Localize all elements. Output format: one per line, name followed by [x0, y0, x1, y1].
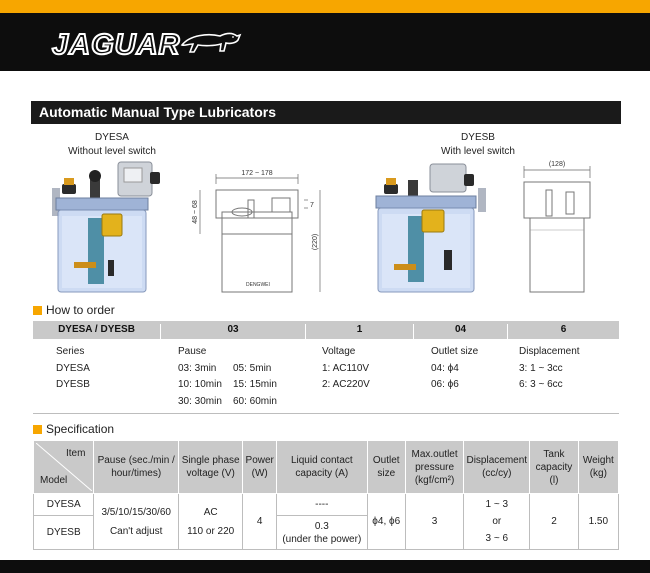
spec-outlet-value: ϕ4, ϕ6 — [367, 494, 405, 550]
dim-width-label: 172 ~ 178 — [241, 170, 273, 177]
dyesb-desc: With level switch — [441, 146, 515, 157]
spec-header-pressure: Max.outlet pressure (kgf/cm²) — [405, 441, 463, 494]
order-voltage-label: Voltage — [322, 346, 356, 357]
order-outlet-item: 04: ϕ4 — [431, 363, 459, 374]
order-pause-item: 30: 30min — [178, 396, 222, 407]
spec-header-row — [34, 441, 619, 494]
section-title: Automatic Manual Type Lubricators — [39, 104, 276, 120]
spec-liquid-note: (under the power) — [282, 533, 362, 545]
order-series-dyesa: DYESA — [56, 363, 90, 374]
spec-header-tank: Tank capacity (l) — [530, 441, 578, 494]
order-col-pause: 03 — [227, 324, 239, 335]
spec-liquid-value: 0.3 — [314, 520, 329, 532]
spec-corner-item: Item — [65, 448, 86, 459]
spec-model-dyesb: DYESB — [34, 516, 94, 550]
spec-header-liquid: Liquid contact capacity (A) — [277, 441, 368, 494]
order-pause-item: 10: 10min — [178, 379, 222, 390]
brand-logo-text: JAGUAR — [52, 29, 181, 61]
order-outlet-label: Outlet size — [431, 346, 479, 357]
order-col-outlet: 04 — [454, 324, 467, 335]
dim-depth-label: (128) — [548, 161, 566, 168]
dyesa-product-image — [46, 160, 166, 300]
order-pause-item: 05: 5min — [233, 363, 272, 374]
order-outlet-item: 06: ϕ6 — [431, 379, 459, 390]
order-pause-label: Pause — [178, 346, 207, 357]
dim-plate-label: DENGWEI — [246, 282, 270, 288]
order-col-displacement: 6 — [560, 324, 567, 335]
spec-header-pause: Pause (sec./min / hour/times) — [94, 441, 179, 494]
specification-table — [33, 440, 619, 550]
spec-displacement-a: 1 ~ 3 — [485, 499, 509, 510]
spec-corner-cell — [34, 441, 94, 494]
jaguar-logo-icon — [180, 27, 242, 57]
how-to-order-heading — [33, 303, 115, 317]
spec-header-voltage: Single phase voltage (V) — [178, 441, 242, 494]
order-pause-item: 03: 3min — [178, 363, 217, 374]
dyesa-desc: Without level switch — [68, 146, 156, 157]
top-accent-stripe — [0, 0, 650, 13]
bottom-bar — [0, 560, 650, 573]
dim-height-label: 48 ~ 68 — [192, 200, 199, 224]
order-voltage-item: 1: AC110V — [322, 363, 370, 374]
spec-header-power: Power (W) — [243, 441, 277, 494]
dyesb-name: DYESB — [461, 132, 495, 143]
spec-displacement-cell — [464, 494, 530, 550]
spec-liquid-dyesb — [277, 516, 368, 550]
spec-pause-note: Can't adjust — [109, 525, 163, 537]
order-displacement-item: 6: 3 ~ 6cc — [519, 379, 563, 390]
spec-voltage-ac: AC — [203, 506, 218, 518]
order-displacement-item: 3: 1 ~ 3cc — [519, 363, 563, 374]
section-title-bar — [31, 101, 621, 124]
order-pause-item: 15: 15min — [233, 379, 277, 390]
order-pause-item: 60: 60min — [233, 396, 277, 407]
how-to-order-title: How to order — [46, 303, 115, 317]
dyesb-caption — [428, 131, 528, 159]
dyesa-dimension-drawing — [186, 160, 336, 300]
dim-side-label: 7 — [310, 202, 314, 209]
spec-power-value: 4 — [243, 494, 277, 550]
spec-displacement-or: or — [492, 516, 502, 527]
spec-pause-cell — [94, 494, 179, 550]
brand-header — [0, 13, 650, 71]
spec-tank-value: 2 — [530, 494, 578, 550]
spec-voltage-cell — [178, 494, 242, 550]
order-series-label: Series — [56, 346, 85, 357]
dyesb-dimension-drawing — [510, 160, 610, 300]
order-displacement-label: Displacement — [519, 346, 580, 357]
spec-weight-value: 1.50 — [578, 494, 618, 550]
specification-title: Specification — [46, 422, 115, 436]
bullet-square-icon — [33, 425, 42, 434]
spec-pressure-value: 3 — [405, 494, 463, 550]
order-header-row — [33, 321, 619, 339]
spec-header-displacement: Displacement (cc/cy) — [464, 441, 530, 494]
spec-voltage-value: 110 or 220 — [187, 525, 235, 537]
order-col-series: DYESA / DYESB — [58, 324, 135, 335]
spec-displacement-b: 3 ~ 6 — [485, 533, 509, 544]
spec-liquid-dyesa: ---- — [277, 494, 368, 516]
dyesa-name: DYESA — [95, 132, 129, 143]
spec-model-dyesa: DYESA — [34, 494, 94, 516]
order-series-dyesb: DYESB — [56, 379, 90, 390]
spec-corner-model: Model — [40, 475, 68, 486]
dyesb-product-image — [368, 160, 490, 300]
spec-header-outlet: Outlet size — [367, 441, 405, 494]
spec-pause-value: 3/5/10/15/30/60 — [101, 506, 171, 518]
spec-row-dyesa — [34, 494, 619, 516]
bullet-square-icon — [33, 306, 42, 315]
dyesa-caption — [62, 131, 162, 159]
specification-heading — [33, 422, 114, 436]
spec-header-weight: Weight (kg) — [578, 441, 618, 494]
order-col-voltage: 1 — [356, 324, 363, 335]
dim-total-height-label: (220) — [312, 233, 319, 251]
order-bottom-rule — [33, 413, 619, 414]
order-voltage-item: 2: AC220V — [322, 379, 370, 390]
